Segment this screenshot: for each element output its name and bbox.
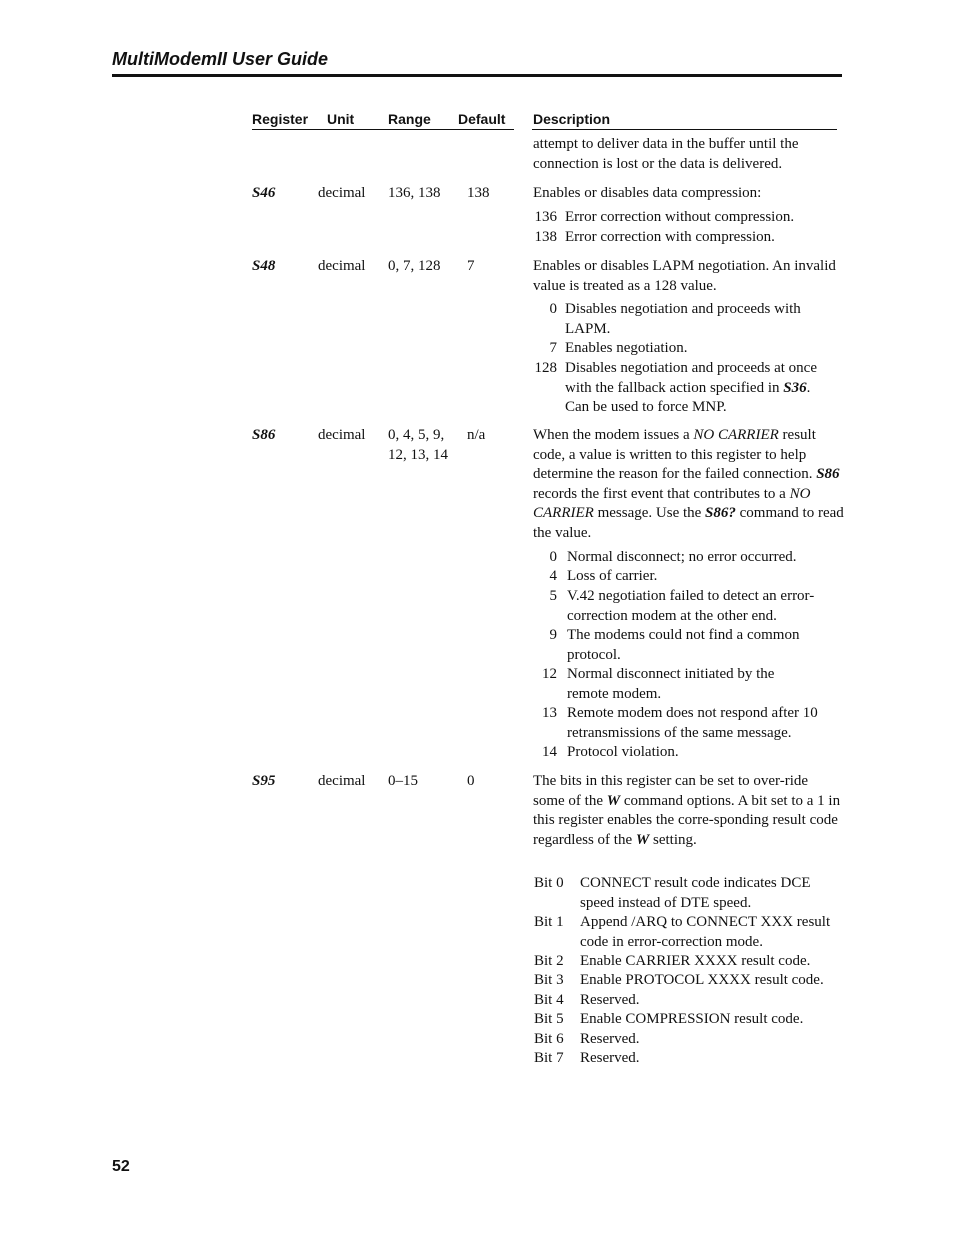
option-text: Disables negotiation and proceeds at once with the fallback action specified in S36. Can be used to force MNP. [565,360,817,416]
page-header-title: MultiModemII User Guide [112,49,329,69]
bit-code: Bit 4 [534,992,564,1008]
bit-description: Append /ARQ to CONNECT XXX result code in error-correction mode. [580,914,831,950]
register-range: 0, 7, 128 [388,258,441,274]
header-divider [112,74,842,77]
option-code: 128 [534,360,557,376]
register-range: 136, 138 [388,185,441,201]
register-range: 0, 4, 5, 9, 12, 13, 14 [388,427,448,463]
command-reference: W [606,792,621,809]
register-unit: decimal [318,258,366,274]
option-text: Protocol violation. [567,744,679,760]
option-text: Loss of carrier. [567,568,658,584]
bit-description: Reserved. [580,992,640,1008]
bit-code: Bit 2 [534,953,564,969]
option-text: Enables negotiation. [565,340,688,356]
option-code: 5 [549,588,557,604]
column-header-rule [252,129,514,130]
register-range: 0–15 [388,773,418,789]
option-text: Normal disconnect initiated by the remote modem. [567,666,775,702]
register-unit: decimal [318,773,366,789]
option-text: Error correction with compression. [565,229,775,245]
option-code: 0 [549,301,557,317]
column-header-default: Default [458,111,506,127]
option-text: Remote modem does not respond after 10 retransmissions of the same message. [567,705,818,741]
bit-code: Bit 0 [534,875,564,891]
bit-code: Bit 3 [534,972,564,988]
column-header-description: Description [533,111,611,127]
bit-code: Bit 5 [534,1011,564,1027]
bit-code: Bit 1 [534,914,564,930]
column-header-register: Register [252,111,309,127]
register-name: S46 [252,185,276,201]
register-reference: S86 [816,466,840,483]
register-default: 7 [467,258,475,274]
register-description: Enables or disables LAPM negotiation. An invalid value is treated as a 128 value. [533,258,836,294]
command-reference: S86? [705,505,736,522]
option-code: 9 [549,627,557,643]
command-reference: W [635,831,650,848]
option-text: V.42 negotiation failed to detect an error-correction modem at the other end. [567,588,815,624]
option-text: The modems could not find a common protocol. [567,627,800,663]
option-code: 14 [542,744,557,760]
register-reference: S36 [783,379,807,396]
column-header-rule [532,129,837,130]
register-description: When the modem issues a NO CARRIER result code, a value is written to this register to help determine the reason for the failed connection. S86 records the first event that contributes to a NO CARRIER message. Use the S86? command to read the value. [533,427,844,541]
register-name: S86 [252,427,276,443]
register-description: Enables or disables data compression: [533,185,762,201]
register-name: S95 [252,773,276,789]
register-unit: decimal [318,185,366,201]
page-number: 52 [112,1158,130,1175]
option-code: 136 [534,209,557,225]
register-name: S48 [252,258,276,274]
column-header-range: Range [388,111,431,127]
register-default: 138 [467,185,490,201]
bit-description: Enable COMPRESSION result code. [580,1011,804,1027]
option-code: 12 [542,666,557,682]
column-header-unit: Unit [327,111,355,127]
description-continuation: attempt to deliver data in the buffer until the connection is lost or the data is delivered. [533,136,799,172]
bit-description: Reserved. [580,1031,640,1047]
option-text: Disables negotiation and proceeds with LAPM. [565,301,801,337]
register-default: n/a [467,427,486,443]
bit-description: Enable CARRIER XXXX result code. [580,953,811,969]
option-code: 7 [549,340,557,356]
bit-code: Bit 7 [534,1050,564,1066]
bit-description: Reserved. [580,1050,640,1066]
option-code: 13 [542,705,557,721]
option-text: Error correction without compression. [565,209,795,225]
option-code: 138 [534,229,557,245]
option-text: Normal disconnect; no error occurred. [567,549,797,565]
register-default: 0 [467,773,475,789]
bit-description: CONNECT result code indicates DCE speed instead of DTE speed. [580,875,811,911]
option-code: 0 [549,549,557,565]
register-description: The bits in this register can be set to over-ride some of the W command options. A bit set to a 1 in this register enables the corre-sponding result code regardless of the W setting. [533,773,841,848]
bit-description: Enable PROTOCOL XXXX result code. [580,972,824,988]
register-unit: decimal [318,427,366,443]
bit-code: Bit 6 [534,1031,564,1047]
option-code: 4 [549,568,557,584]
